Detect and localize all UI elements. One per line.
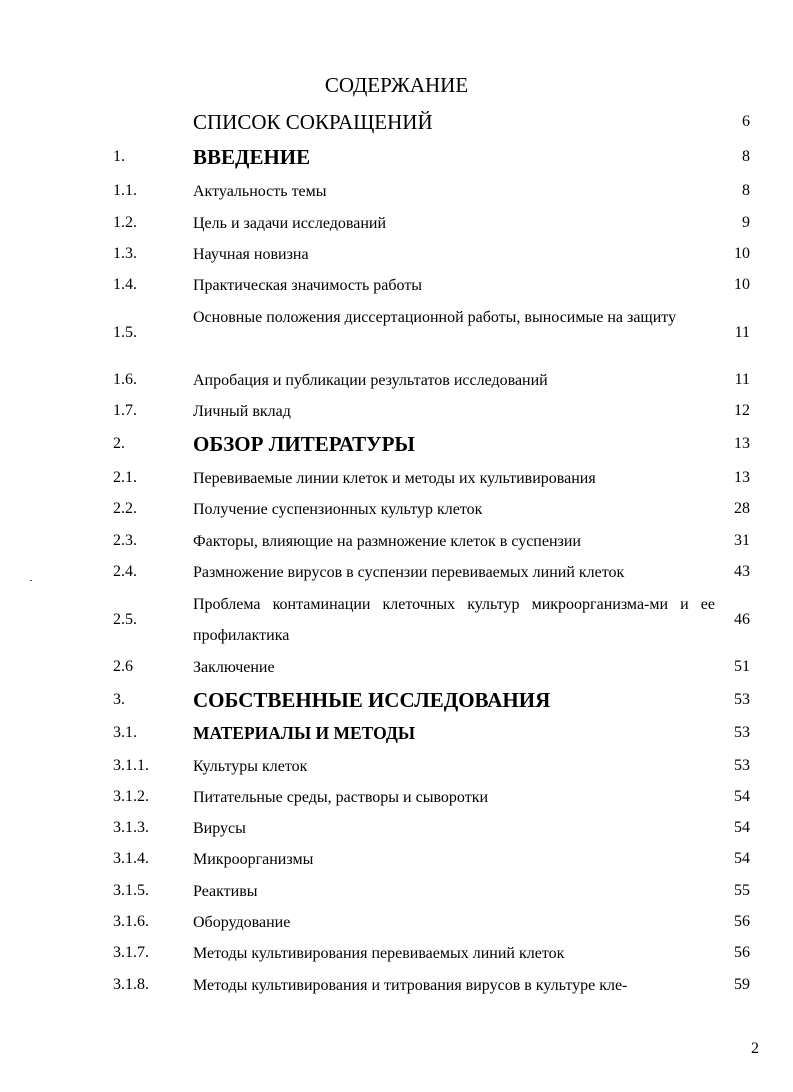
toc-entry-number: 2.1. (113, 469, 137, 486)
toc-entry-title: Личный вклад (193, 403, 291, 420)
toc-entry-title: Реактивы (193, 883, 258, 900)
scan-speck (30, 580, 32, 581)
toc-entry-title: Микроорганизмы (193, 851, 314, 868)
toc-entry-page: 6 (742, 113, 750, 130)
toc-entry-number: 3.1.8. (113, 976, 149, 993)
toc-entry-title: Размножение вирусов в суспензии перевиваемых линий клеток (193, 564, 625, 581)
toc-entry-page: 46 (734, 611, 750, 628)
toc-entry-number: 2. (113, 435, 125, 452)
toc-entry-title: МАТЕРИАЛЫ И МЕТОДЫ (193, 723, 416, 743)
toc-entry-title: Перевиваемые линии клеток и методы их культивирования (193, 470, 596, 487)
toc-entry-number: 2.2. (113, 500, 137, 517)
toc-entry-page: 59 (734, 976, 750, 993)
toc-entry-page: 54 (734, 819, 750, 836)
toc-entry-page: 53 (734, 691, 750, 708)
toc-entry-page: 56 (734, 944, 750, 961)
toc-entry-page: 8 (742, 148, 750, 165)
toc-entry-page: 8 (742, 182, 750, 199)
toc-entry-page: 9 (742, 214, 750, 231)
toc-entry-page: 53 (734, 724, 750, 741)
toc-entry-page: 54 (734, 850, 750, 867)
toc-entry-number: 1.7. (113, 402, 137, 419)
toc-entry-number: 2.5. (113, 611, 137, 628)
toc-entry-title: Заключение (193, 659, 275, 676)
toc-entry-title: Проблема контаминации клеточных культур микроорганизма-ми и ее профилактика (193, 596, 715, 644)
page-title: СОДЕРЖАНИЕ (324, 73, 469, 97)
toc-entry-title: ОБЗОР ЛИТЕРАТУРЫ (193, 432, 416, 456)
toc-entry-number: 3.1.4. (113, 850, 149, 867)
toc-entry-page: 55 (734, 882, 750, 899)
toc-entry-title: Цель и задачи исследований (193, 215, 387, 232)
toc-entry-number: 1. (113, 148, 125, 165)
toc-entry-number: 3.1.2. (113, 788, 149, 805)
toc-entry-number: 2.6 (113, 658, 133, 675)
toc-entry-number: 3. (113, 691, 125, 708)
toc-entry-title: Оборудование (193, 914, 291, 931)
toc-entry-page: 10 (734, 276, 750, 293)
toc-entry-page: 54 (734, 788, 750, 805)
toc-entry-page: 53 (734, 757, 750, 774)
toc-entry-number: 3.1.1. (113, 757, 149, 774)
toc-entry-number: 3.1.5. (113, 882, 149, 899)
toc-entry-page: 43 (734, 563, 750, 580)
toc-entry-title: СПИСОК СОКРАЩЕНИЙ (193, 110, 433, 134)
toc-entry-page: 31 (734, 532, 750, 549)
toc-entry-number: 3.1.7. (113, 944, 149, 961)
toc-entry-title: Апробация и публикации результатов исследований (193, 372, 548, 389)
toc-entry-number: 3.1. (113, 724, 137, 741)
toc-entry-page: 12 (734, 402, 750, 419)
toc-entry-title: Актуальность темы (193, 183, 327, 200)
toc-entry-page: 51 (734, 658, 750, 675)
toc-entry-title: Культуры клеток (193, 758, 308, 775)
toc-entry-title: Научная новизна (193, 246, 309, 263)
toc-entry-title: Получение суспензионных культур клеток (193, 501, 483, 518)
toc-entry-title: СОБСТВЕННЫЕ ИССЛЕДОВАНИЯ (193, 688, 551, 712)
toc-entry-number: 1.4. (113, 276, 137, 293)
toc-entry-title: Вирусы (193, 820, 246, 837)
toc-entry-number: 2.4. (113, 563, 137, 580)
toc-entry-number: 1.1. (113, 182, 137, 199)
toc-entry-number: 1.2. (113, 214, 137, 231)
toc-entry-page: 11 (734, 324, 750, 341)
toc-entry-title: Практическая значимость работы (193, 277, 423, 294)
toc-entry-page: 56 (734, 913, 750, 930)
toc-entry-title: Факторы, влияющие на размножение клеток в суспензии (193, 533, 581, 550)
toc-entry-number: 1.5. (113, 324, 137, 341)
toc-entry-page: 13 (734, 435, 750, 452)
toc-entry-number: 2.3. (113, 532, 137, 549)
toc-entry-title: Методы культивирования и титрования вирусов в культуре кле- (193, 977, 628, 994)
toc-entry-page: 11 (734, 371, 750, 388)
toc-entry-title: Основные положения диссертационной работы, выносимые на защиту (193, 309, 677, 326)
toc-entry-number: 1.6. (113, 371, 137, 388)
toc-entry-title: Питательные среды, растворы и сыворотки (193, 789, 489, 806)
toc-entry-title: Методы культивирования перевиваемых линий клеток (193, 945, 565, 962)
toc-entry-title: ВВЕДЕНИЕ (193, 145, 311, 169)
page-number: 2 (751, 1040, 759, 1057)
toc-entry-page: 10 (734, 245, 750, 262)
toc-entry-number: 3.1.6. (113, 913, 149, 930)
toc-entry-number: 1.3. (113, 245, 137, 262)
toc-entry-page: 13 (734, 469, 750, 486)
toc-entry-number: 3.1.3. (113, 819, 149, 836)
toc-entry-page: 28 (734, 500, 750, 517)
